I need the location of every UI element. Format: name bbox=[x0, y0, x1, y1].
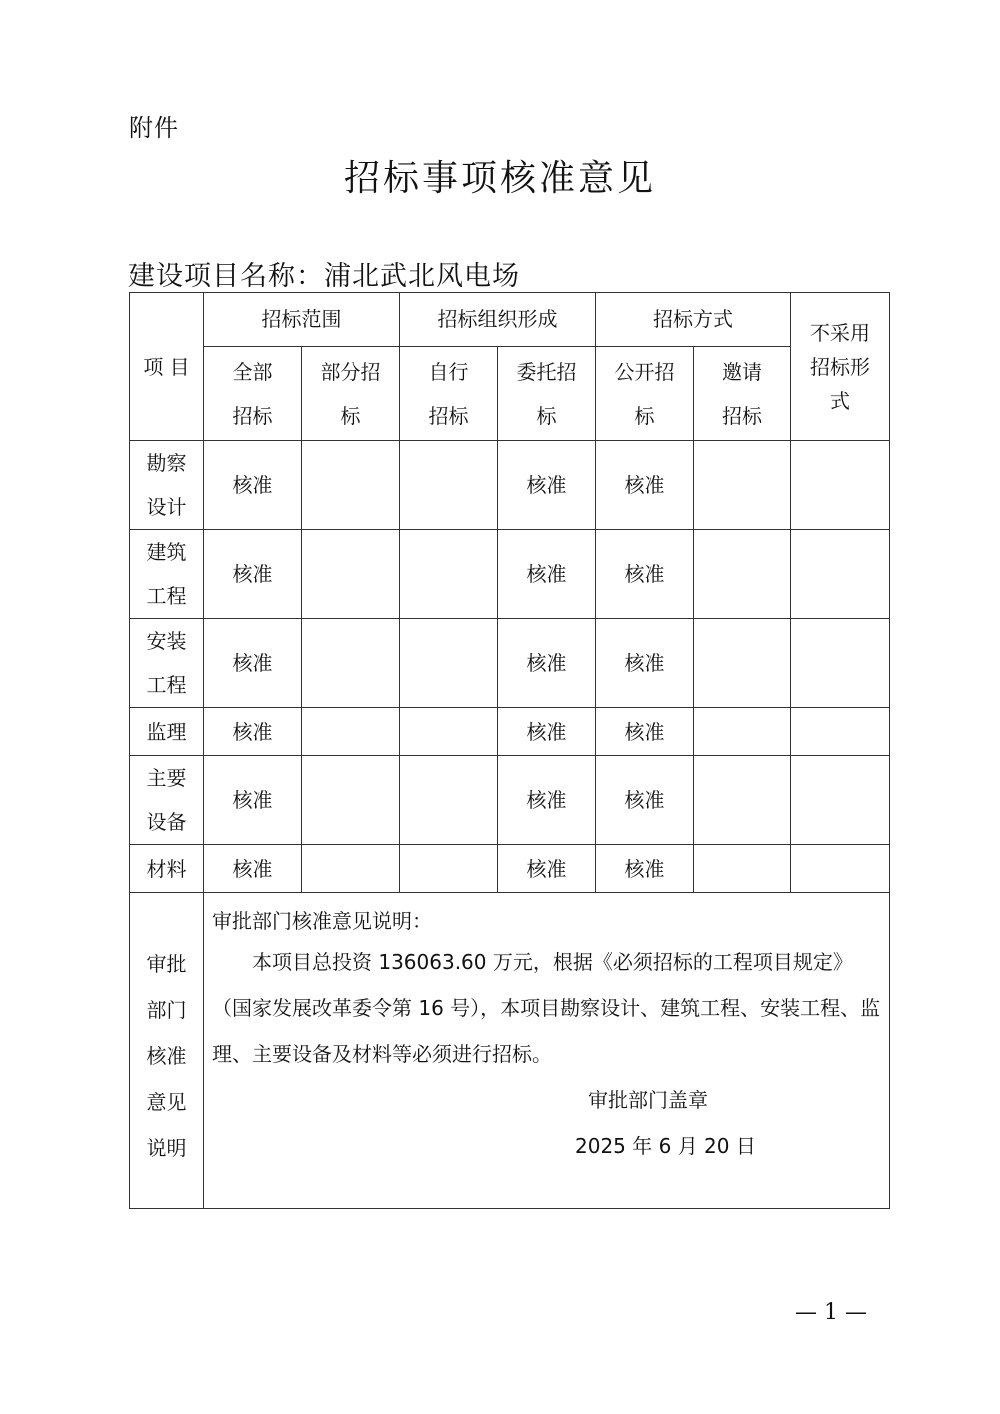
cell-partial bbox=[302, 530, 400, 619]
table-row bbox=[130, 708, 890, 756]
cell-partial bbox=[302, 619, 400, 708]
cell-full: 核准 bbox=[204, 530, 302, 619]
cell-entrust: 核准 bbox=[498, 845, 596, 893]
note-side-label: 审批 部门 核准 意见 说明 bbox=[130, 893, 204, 1209]
cell-entrust: 核准 bbox=[498, 756, 596, 845]
cell-self bbox=[400, 441, 498, 530]
cell-invite bbox=[694, 845, 791, 893]
approval-note bbox=[204, 893, 890, 1209]
project-name-line: 建设项目名称：浦北武北风电场 bbox=[128, 261, 520, 292]
row-item: 安装 工程 bbox=[130, 619, 204, 708]
header-scope: 招标范围 bbox=[204, 293, 400, 347]
table-row bbox=[130, 756, 890, 845]
cell-full: 核准 bbox=[204, 756, 302, 845]
header-method: 招标方式 bbox=[596, 293, 791, 347]
attachment-label: 附件 bbox=[129, 114, 179, 142]
header-entrust: 委托招 标 bbox=[498, 347, 596, 441]
cell-partial bbox=[302, 441, 400, 530]
cell-entrust: 核准 bbox=[498, 619, 596, 708]
cell-open: 核准 bbox=[596, 708, 694, 756]
cell-invite bbox=[694, 619, 791, 708]
header-self: 自行 招标 bbox=[400, 347, 498, 441]
cell-partial bbox=[302, 708, 400, 756]
table-row bbox=[130, 441, 890, 530]
cell-open: 核准 bbox=[596, 441, 694, 530]
cell-self bbox=[400, 845, 498, 893]
cell-self bbox=[400, 530, 498, 619]
cell-invite bbox=[694, 756, 791, 845]
cell-open: 核准 bbox=[596, 619, 694, 708]
cell-open: 核准 bbox=[596, 530, 694, 619]
cell-full: 核准 bbox=[204, 708, 302, 756]
row-item: 监理 bbox=[130, 708, 204, 756]
header-item: 项 目 bbox=[130, 293, 204, 441]
note-body: 本项目总投资 136063.60 万元，根据《必须招标的工程项目规定》（国家发展改革委令第 16 号），本项目勘察设计、建筑工程、安装工程、监理、主要设备及材料等必须进行招标。 bbox=[212, 950, 881, 1066]
cell-entrust: 核准 bbox=[498, 441, 596, 530]
cell-invite bbox=[694, 708, 791, 756]
cell-invite bbox=[694, 530, 791, 619]
cell-none bbox=[791, 619, 890, 708]
cell-full: 核准 bbox=[204, 845, 302, 893]
note-heading: 审批部门核准意见说明： bbox=[212, 909, 432, 933]
header-full: 全部 招标 bbox=[204, 347, 302, 441]
page-number: — 1 — bbox=[795, 1300, 867, 1325]
table-row bbox=[130, 619, 890, 708]
approval-table bbox=[129, 292, 890, 1209]
header-invite: 邀请 招标 bbox=[694, 347, 791, 441]
cell-none bbox=[791, 845, 890, 893]
cell-entrust: 核准 bbox=[498, 708, 596, 756]
document-title: 招标事项核准意见 bbox=[343, 158, 656, 199]
approval-date: 2025 年 6 月 20 日 bbox=[575, 1134, 756, 1158]
seal-text: 审批部门盖章 bbox=[588, 1088, 708, 1112]
cell-self bbox=[400, 708, 498, 756]
row-item: 勘察 设计 bbox=[130, 441, 204, 530]
row-item: 主要 设备 bbox=[130, 756, 204, 845]
cell-none bbox=[791, 708, 890, 756]
cell-self bbox=[400, 619, 498, 708]
table-row bbox=[130, 845, 890, 893]
header-partial: 部分招 标 bbox=[302, 347, 400, 441]
cell-full: 核准 bbox=[204, 441, 302, 530]
cell-none bbox=[791, 530, 890, 619]
cell-entrust: 核准 bbox=[498, 530, 596, 619]
header-no-tender bbox=[791, 293, 890, 441]
cell-invite bbox=[694, 441, 791, 530]
cell-full: 核准 bbox=[204, 619, 302, 708]
cell-partial bbox=[302, 756, 400, 845]
header-no-tender-text: 不采用招标形式 bbox=[810, 320, 870, 413]
cell-open: 核准 bbox=[596, 756, 694, 845]
header-open: 公开招 标 bbox=[596, 347, 694, 441]
row-item: 建筑 工程 bbox=[130, 530, 204, 619]
cell-partial bbox=[302, 845, 400, 893]
header-org: 招标组织形成 bbox=[400, 293, 596, 347]
cell-open: 核准 bbox=[596, 845, 694, 893]
cell-self bbox=[400, 756, 498, 845]
cell-none bbox=[791, 756, 890, 845]
row-item: 材料 bbox=[130, 845, 204, 893]
cell-none bbox=[791, 441, 890, 530]
table-row bbox=[130, 530, 890, 619]
